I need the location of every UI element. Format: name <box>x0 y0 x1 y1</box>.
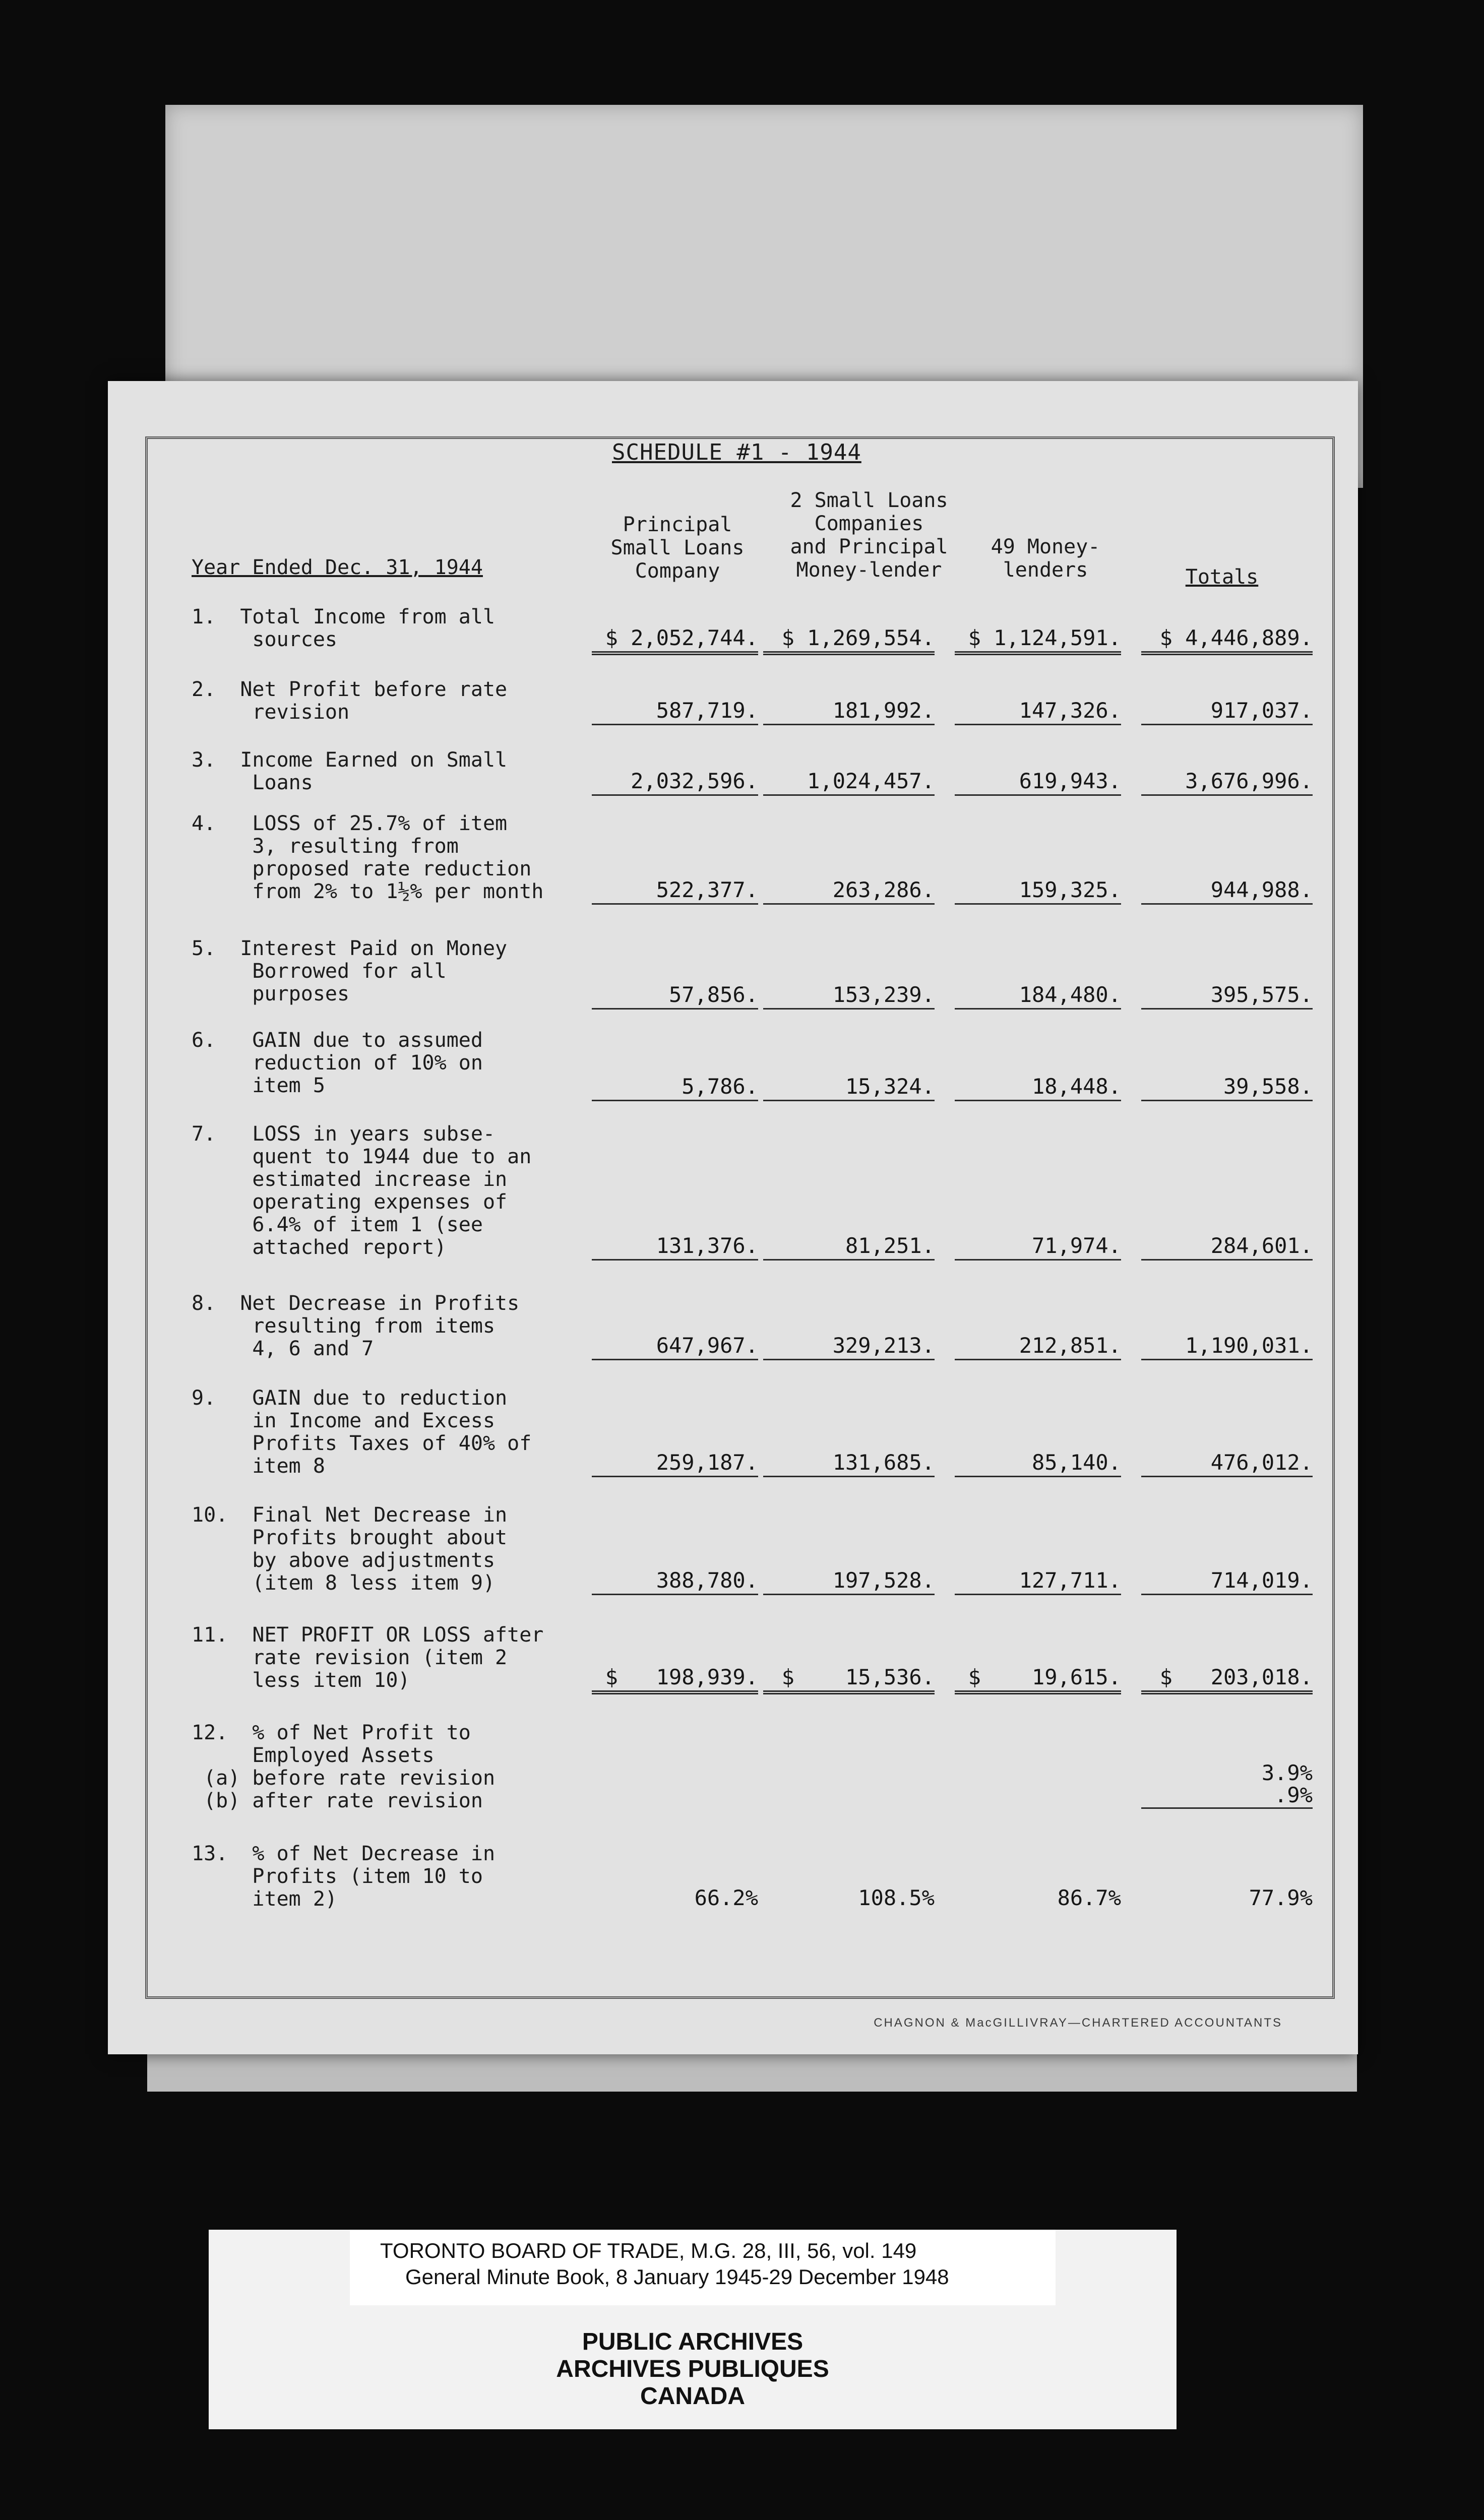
row-13-col-2-value: 108.5% <box>858 1885 935 1910</box>
row-4-col-3-value: 159,325. <box>955 878 1121 905</box>
archive-label-reference <box>350 2230 1056 2305</box>
row-label-1: 1. Total Income from all sources <box>192 605 496 651</box>
row-9-col-2-value: 131,685. <box>763 1451 935 1477</box>
row-2-col-2-value: 181,992. <box>763 699 935 725</box>
row-5-col-2-value: 153,239. <box>763 983 935 1010</box>
row-8-col-3-value: 212,851. <box>955 1334 1121 1360</box>
archive-name-fr: ARCHIVES PUBLIQUES <box>556 2356 829 2382</box>
row-10-col-4-value: 714,019. <box>1141 1568 1313 1595</box>
row-11-col-3-value: $ 19,615. <box>955 1665 1121 1694</box>
row-10-col-3-value: 127,711. <box>955 1568 1121 1595</box>
row-13-col-1-value: 66.2% <box>694 1885 758 1910</box>
accountants-footer: CHAGNON & MacGILLIVRAY—CHARTERED ACCOUNTANTS <box>874 2016 1282 2030</box>
row-label-9: 9. GAIN due to reduction in Income and Excess Profits Taxes of 40% of item 8 <box>192 1387 532 1478</box>
row-8-col-2-value: 329,213. <box>763 1334 935 1360</box>
row-9-col-4-value: 476,012. <box>1141 1451 1313 1477</box>
col-totals: Totals <box>1185 565 1259 589</box>
row-label-11: 11. NET PROFIT OR LOSS after rate revision (item 2 less item 10) <box>192 1623 544 1692</box>
row-label-2: 2. Net Profit before rate revision <box>192 678 508 724</box>
row-3-col-2-value: 1,024,457. <box>763 769 935 796</box>
col-money-lenders: 49 Money- lenders <box>991 535 1100 582</box>
archive-country: CANADA <box>640 2383 745 2410</box>
row-7-col-1-value: 131,376. <box>592 1234 758 1261</box>
row-10-col-1-value: 388,780. <box>592 1568 758 1595</box>
row-6-col-3-value: 18,448. <box>955 1075 1121 1101</box>
row-11-col-2-value: $ 15,536. <box>763 1665 935 1694</box>
row-3-col-4-value: 3,676,996. <box>1141 769 1313 796</box>
row-7-col-4-value: 284,601. <box>1141 1234 1313 1261</box>
row-label-13: 13. % of Net Decrease in Profits (item 10 to item 2) <box>192 1842 496 1911</box>
schedule-title: SCHEDULE #1 - 1944 <box>612 439 861 465</box>
row-label-10: 10. Final Net Decrease in Profits brought about by above adjustments (item 8 less item 9) <box>192 1503 508 1595</box>
row-4-col-4-value: 944,988. <box>1141 878 1313 905</box>
row-1-col-1-value: $ 2,052,744. <box>592 626 758 655</box>
row-2-col-1-value: 587,719. <box>592 699 758 725</box>
row-3-col-3-value: 619,943. <box>955 769 1121 796</box>
row-5-col-3-value: 184,480. <box>955 983 1121 1010</box>
row-8-col-1-value: 647,967. <box>592 1334 758 1360</box>
year-ended-header: Year Ended Dec. 31, 1944 <box>192 556 483 579</box>
row-6-col-4-value: 39,558. <box>1141 1075 1313 1101</box>
row-label-4: 4. LOSS of 25.7% of item 3, resulting from proposed rate reduction from 2% to 1½% per month <box>192 812 544 903</box>
row-3-col-1-value: 2,032,596. <box>592 769 758 796</box>
row-7-col-2-value: 81,251. <box>763 1234 935 1261</box>
row-2-col-4-value: 917,037. <box>1141 699 1313 725</box>
row-9-col-3-value: 85,140. <box>955 1451 1121 1477</box>
archive-name-en: PUBLIC ARCHIVES <box>582 2328 803 2355</box>
row-10-col-2-value: 197,528. <box>763 1568 935 1595</box>
archive-ref-line2: General Minute Book, 8 January 1945-29 December 1948 <box>405 2265 949 2289</box>
row-label-6: 6. GAIN due to assumed reduction of 10% on item 5 <box>192 1029 483 1097</box>
row-1-col-2-value: $ 1,269,554. <box>763 626 935 655</box>
schedule-sheet <box>108 381 1358 2054</box>
row-4-col-2-value: 263,286. <box>763 878 935 905</box>
row-6-col-1-value: 5,786. <box>592 1075 758 1101</box>
row-label-12: 12. % of Net Profit to Employed Assets (a) before rate revision (b) after rate revision <box>192 1721 496 1812</box>
row-8-col-4-value: 1,190,031. <box>1141 1334 1313 1360</box>
col-principal-company: Principal Small Loans Company <box>610 513 745 583</box>
row-5-col-1-value: 57,856. <box>592 983 758 1010</box>
row-label-7: 7. LOSS in years subse- quent to 1944 due to an estimated increase in operating expenses of 6.4% of item 1 (see attached report) <box>192 1122 532 1259</box>
row-7-col-3-value: 71,974. <box>955 1234 1121 1261</box>
row-6-col-2-value: 15,324. <box>763 1075 935 1101</box>
archive-label <box>209 2230 1177 2429</box>
row-12-col-4-value: 3.9% .9% <box>1141 1762 1313 1809</box>
row-1-col-3-value: $ 1,124,591. <box>955 626 1121 655</box>
row-9-col-1-value: 259,187. <box>592 1451 758 1477</box>
row-11-col-4-value: $ 203,018. <box>1141 1665 1313 1694</box>
archive-ref-line1: TORONTO BOARD OF TRADE, M.G. 28, III, 56, vol. 149 <box>380 2239 917 2262</box>
row-4-col-1-value: 522,377. <box>592 878 758 905</box>
col-two-companies: 2 Small Loans Companies and Principal Money-lender <box>790 489 948 582</box>
row-label-3: 3. Income Earned on Small Loans <box>192 748 508 794</box>
row-11-col-1-value: $ 198,939. <box>592 1665 758 1694</box>
row-1-col-4-value: $ 4,446,889. <box>1141 626 1313 655</box>
row-13-col-4-value: 77.9% <box>1249 1885 1313 1910</box>
row-13-col-3-value: 86.7% <box>1057 1885 1121 1910</box>
row-label-8: 8. Net Decrease in Profits resulting from items 4, 6 and 7 <box>192 1292 520 1360</box>
row-2-col-3-value: 147,326. <box>955 699 1121 725</box>
row-5-col-4-value: 395,575. <box>1141 983 1313 1010</box>
row-label-5: 5. Interest Paid on Money Borrowed for all purposes <box>192 937 508 1005</box>
